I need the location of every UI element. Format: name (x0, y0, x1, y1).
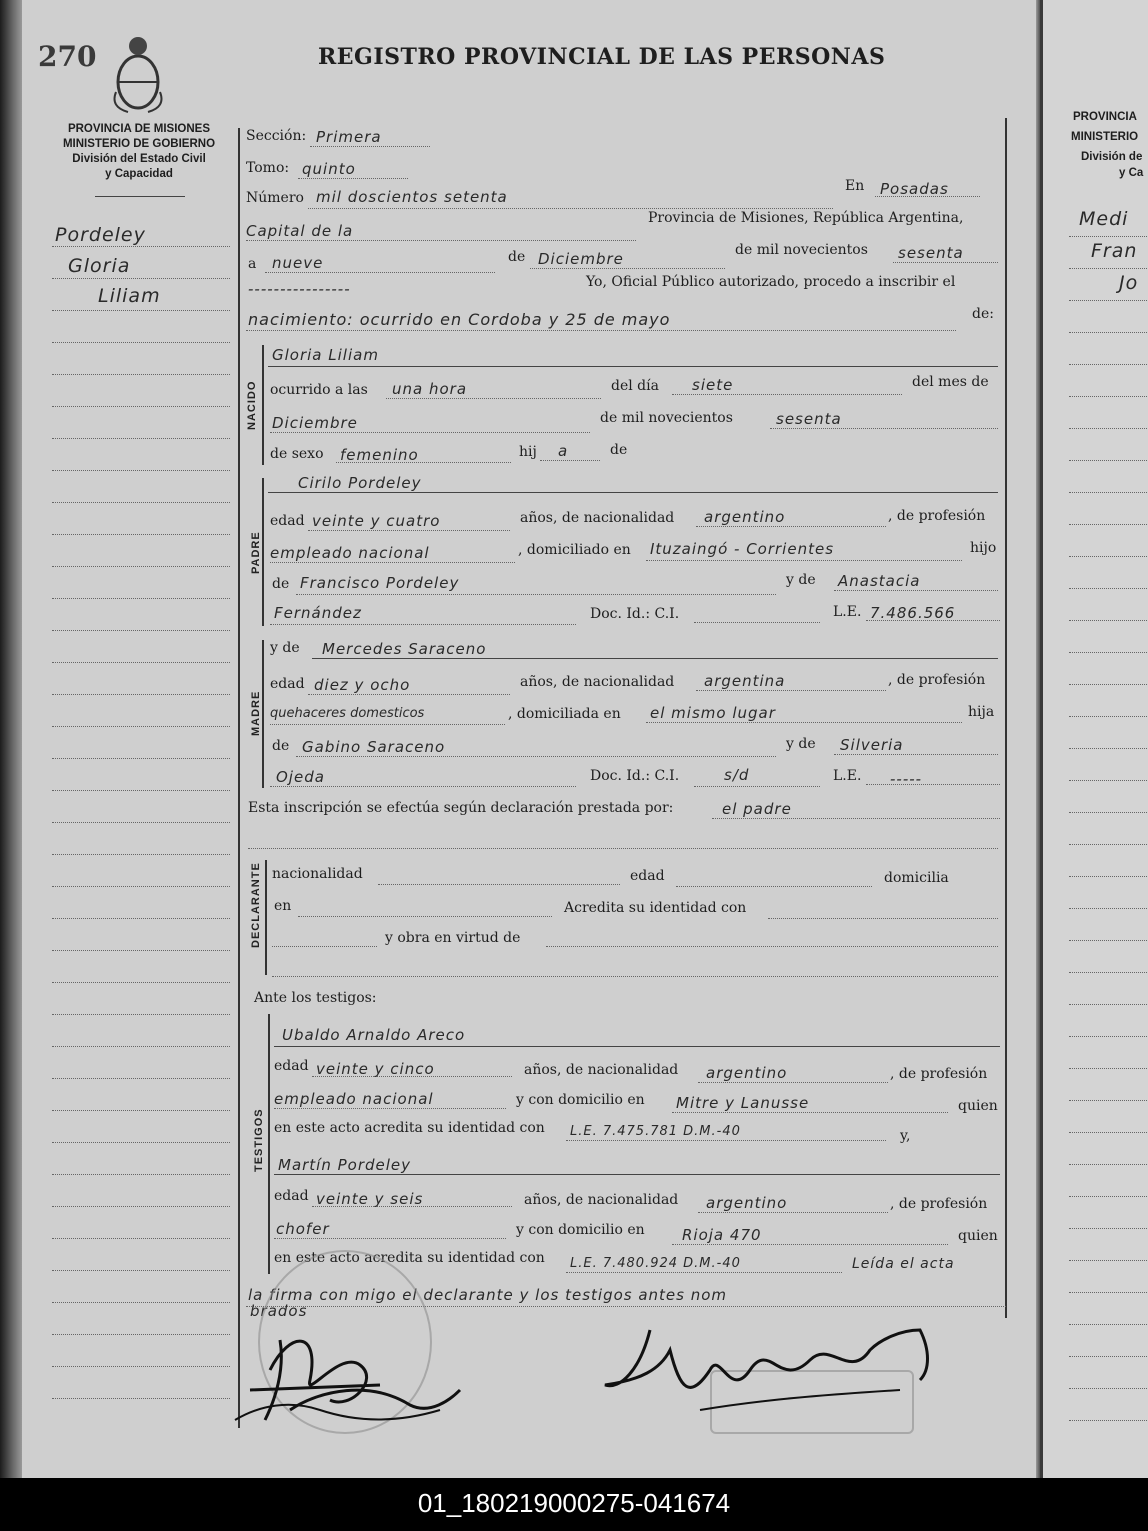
sexo-value: femenino (340, 446, 419, 464)
margin-rule (52, 438, 230, 439)
t2-prof-line (274, 1238, 506, 1239)
padre-prof-value: empleado nacional (270, 544, 430, 562)
margin-surname: Pordeley (55, 224, 146, 246)
del-mes-label: del mes de (912, 374, 989, 390)
leida-value: Leída el acta (852, 1256, 955, 1272)
t1-prof-value: empleado nacional (274, 1090, 434, 1108)
padre-doc-label: Doc. Id.: C.I. (590, 606, 680, 622)
margin-rule (52, 982, 230, 983)
rp-rule (1069, 1260, 1148, 1261)
capital-line (246, 240, 636, 241)
declarante-nac-line (378, 884, 620, 885)
nacido-anio-value: sesenta (776, 410, 842, 428)
de-colon: de: (972, 306, 994, 322)
oficial-text: Yo, Oficial Público autorizado, procedo a inscribir el (586, 274, 956, 290)
margin-rule (52, 342, 230, 343)
anio-line (893, 262, 998, 263)
padre-le-label: L.E. (833, 604, 862, 620)
t1-nac-line (698, 1082, 888, 1083)
margin-rule (52, 310, 230, 311)
mes-line (530, 268, 725, 269)
nacido-anio-line (770, 428, 998, 429)
madre-bracket (262, 640, 264, 788)
margin-rule (52, 1238, 230, 1239)
mes-value: Diciembre (538, 250, 624, 268)
t1-name: Ubaldo Arnaldo Areco (282, 1026, 466, 1044)
book-binding (0, 0, 22, 1478)
declaracion-line-2 (248, 848, 998, 849)
t1-dom-value: Mitre y Lanusse (676, 1094, 810, 1112)
t2-edad-label: edad (274, 1188, 309, 1204)
anio-text: de mil novecientos (735, 242, 868, 258)
padre-nac-value: argentino (704, 508, 786, 526)
rp-rule (1069, 236, 1148, 237)
t2-edad-value: veinte y seis (316, 1190, 424, 1208)
numero-value: mil doscientos setenta (316, 188, 508, 206)
madre-name: Mercedes Saraceno (322, 640, 487, 658)
margin-rule (52, 534, 230, 535)
abuela-materna-line (834, 754, 998, 755)
nacido-dia-value: siete (692, 376, 734, 394)
padre-yde-label: y de (786, 572, 816, 588)
declarante-acredita-line (768, 918, 998, 919)
footer-id: 01_180219000275-041674 (417, 1488, 731, 1518)
rp-rule (1069, 1292, 1148, 1293)
rp-rule (1069, 428, 1148, 429)
padre-le-value: 7.486.566 (870, 604, 956, 622)
hij-line (540, 460, 600, 461)
margin-rule (52, 598, 230, 599)
t1-quien-label: quien (958, 1098, 998, 1114)
rp-rule (1069, 1196, 1148, 1197)
abuela-paterna-value: Anastacia (838, 572, 921, 590)
abuelo-paterno-value: Francisco Pordeley (300, 574, 460, 592)
rp-rule (1069, 780, 1148, 781)
testigos-label: TESTIGOS (253, 1108, 265, 1172)
margin-rule (52, 1334, 230, 1335)
testigos-bracket (268, 1014, 270, 1274)
padre-bracket (262, 478, 264, 626)
nacido-label: NACIDO (246, 380, 258, 430)
padre-prof-line (270, 562, 515, 563)
margin-rule (52, 566, 230, 567)
rp-hw-3: Jo (1119, 272, 1139, 294)
margin-rule (52, 918, 230, 919)
nacido-name: Gloria Liliam (272, 346, 379, 364)
rp-rule (1069, 812, 1148, 813)
margin-rule (52, 1110, 230, 1111)
madre-label: MADRE (250, 690, 262, 736)
declarante-acredita-label: Acredita su identidad con (564, 900, 747, 916)
abuela-line (834, 590, 998, 591)
madre-le-label: L.E. (833, 768, 862, 784)
abuelo-materno-value: Gabino Saraceno (302, 738, 446, 756)
t1-dom-label: y con domicilio en (516, 1092, 645, 1108)
madre-ci-line (694, 786, 820, 787)
rp-rule (1069, 300, 1148, 301)
tomo-line (298, 178, 408, 179)
abuelo-line (296, 594, 776, 595)
madre-le-line (866, 784, 1000, 785)
t1-prof-label: , de profesión (890, 1066, 988, 1082)
padre-edad-label: edad (270, 513, 305, 529)
dash-value: ---------------- (248, 280, 351, 298)
inscripcion-line (246, 330, 956, 331)
margin-rule (52, 374, 230, 375)
dept-line-2: MINISTERIO DE GOBIERNO (62, 138, 216, 150)
t2-nac-value: argentino (706, 1194, 788, 1212)
en-label: En (845, 178, 865, 194)
nacido-name-line (268, 366, 998, 367)
rp-rule (1069, 1228, 1148, 1229)
t2-nac-line (698, 1212, 888, 1213)
rp-rule (1069, 1164, 1148, 1165)
ante-testigos-label: Ante los testigos: (254, 990, 377, 1006)
madre-dom-value: el mismo lugar (650, 704, 776, 722)
rp-rule (1069, 1100, 1148, 1101)
declaracion-text: Esta inscripción se efectúa según declaración prestada por: (248, 800, 674, 816)
rp-rule (1069, 332, 1148, 333)
t1-doc-value: L.E. 7.475.781 D.M.-40 (570, 1124, 741, 1139)
document-title: REGISTRO PROVINCIAL DE LAS PERSONAS (318, 44, 886, 70)
madre-prof-label: , de profesión (888, 672, 986, 688)
abuelo-materno-line (296, 756, 776, 757)
form-left-border (238, 128, 240, 1428)
rp-rule (1069, 748, 1148, 749)
margin-rule (52, 1398, 230, 1399)
rp-rule (1069, 940, 1148, 941)
rp-rule (1069, 1420, 1148, 1421)
madre-doc-label: Doc. Id.: C.I. (590, 768, 680, 784)
margin-rule (52, 854, 230, 855)
t2-quien-label: quien (958, 1228, 998, 1244)
adjacent-page (1040, 0, 1148, 1478)
margin-rule (52, 246, 230, 247)
t1-prof-line (274, 1108, 506, 1109)
t2-name-line (274, 1174, 1000, 1175)
del-dia-label: del día (611, 378, 659, 394)
margin-rule (52, 726, 230, 727)
margin-rule (52, 950, 230, 951)
rp-rule (1069, 460, 1148, 461)
declarante-label: DECLARANTE (250, 862, 262, 948)
padre-dom-label: , domiciliado en (518, 542, 631, 558)
hij-value: a (558, 442, 569, 460)
declarante-edad-line (676, 886, 872, 887)
declaracion-value: el padre (722, 800, 792, 818)
rp-line-1: PROVINCIA (1073, 111, 1137, 123)
margin-rule (52, 1078, 230, 1079)
t2-doc-line (566, 1272, 842, 1273)
dia-line (265, 272, 495, 273)
cierre-value-2: brados (250, 1302, 308, 1320)
abuela-materna2-line (270, 786, 576, 787)
hija-label: hija (968, 704, 995, 720)
abuela-paterna-value-2: Fernández (274, 604, 362, 622)
rp-rule (1069, 972, 1148, 973)
rp-rule (1069, 1004, 1148, 1005)
signature-left-icon (230, 1310, 490, 1440)
rp-rule (1069, 524, 1148, 525)
department-header (40, 122, 238, 182)
margin-rule (52, 1366, 230, 1367)
dept-line-1: PROVINCIA DE MISIONES (67, 123, 211, 135)
anio-value: sesenta (898, 244, 964, 262)
de-label: de (508, 249, 526, 265)
madre-edad-line (308, 694, 510, 695)
rp-rule (1069, 268, 1148, 269)
declarante-en-label: en (274, 898, 292, 914)
rp-rule (1069, 876, 1148, 877)
rp-rule (1069, 844, 1148, 845)
ocurrido-label: ocurrido a las (270, 382, 368, 398)
margin-rule (52, 1174, 230, 1175)
nacido-mes-line (270, 432, 590, 433)
rp-rule (1069, 620, 1148, 621)
t1-dom-line (672, 1112, 948, 1113)
page-number: 270 (38, 40, 97, 73)
tomo-label: Tomo: (246, 160, 290, 176)
margin-rule (52, 406, 230, 407)
padre-dom-value: Ituzaingó - Corrientes (650, 540, 835, 558)
madre-prof-value: quehaceres domesticos (270, 706, 425, 721)
t2-nac-label: años, de nacionalidad (524, 1192, 679, 1208)
hij-label: hij (519, 444, 537, 460)
rp-rule (1069, 1324, 1148, 1325)
padre-ci-line (694, 622, 820, 623)
rp-rule (1069, 1036, 1148, 1037)
declarante-bracket (265, 860, 267, 975)
padre-name: Cirilo Pordeley (298, 474, 422, 492)
seccion-value: Primera (316, 128, 382, 146)
t1-edad-value: veinte y cinco (316, 1060, 435, 1078)
madre-name-line (312, 658, 998, 659)
madre-edad-label: edad (270, 676, 305, 692)
madre-yde-label: y de (270, 640, 300, 656)
margin-rule (52, 822, 230, 823)
declarante-en-line (298, 916, 552, 917)
rp-hw-2: Fran (1091, 240, 1138, 262)
rp-rule (1069, 1356, 1148, 1357)
dia-value: nueve (272, 254, 324, 272)
rp-rule (1069, 396, 1148, 397)
hora-line (386, 398, 601, 399)
signature-right-icon (600, 1310, 940, 1420)
madre-ci-value: s/d (724, 766, 750, 784)
cierre-value: la firma con migo el declarante y los testigos antes nom (248, 1286, 728, 1304)
padre-dom-line (646, 560, 962, 561)
numero-label: Número (246, 190, 304, 206)
padre-name-line (268, 492, 998, 493)
t2-acredita-label: en este acto acredita su identidad con (274, 1250, 545, 1266)
padre-label: PADRE (250, 531, 262, 574)
rp-rule (1069, 588, 1148, 589)
t2-dom-label: y con domicilio en (516, 1222, 645, 1238)
hij-de-label: de (610, 442, 628, 458)
declarante-obra-line-b (546, 946, 998, 947)
margin-rule (52, 502, 230, 503)
rp-rule (1069, 1068, 1148, 1069)
dept-line-3: División del Estado Civil (72, 153, 206, 165)
rp-line-4: y Ca (1119, 167, 1144, 179)
provincia-text: Provincia de Misiones, República Argentina, (648, 210, 964, 226)
t2-dom-line (672, 1244, 948, 1245)
tomo-value: quinto (302, 160, 356, 178)
t2-name: Martín Pordeley (278, 1156, 412, 1174)
t1-acredita-label: en este acto acredita su identidad con (274, 1120, 545, 1136)
sexo-label: de sexo (270, 446, 324, 462)
madre-nac-label: años, de nacionalidad (520, 674, 675, 690)
t2-dom-value: Rioja 470 (682, 1226, 762, 1244)
madre-prof-line (270, 724, 505, 725)
inscripcion-value: nacimiento: ocurrido en Cordoba y 25 de mayo (248, 310, 671, 329)
margin-name-2: Liliam (98, 285, 161, 307)
madre-nac-value: argentina (704, 672, 786, 690)
padre-edad-value: veinte y cuatro (312, 512, 441, 530)
margin-rule (52, 1142, 230, 1143)
margin-rule (52, 886, 230, 887)
margin-rule (52, 1302, 230, 1303)
margin-rule (52, 1014, 230, 1015)
header-rule (95, 196, 185, 197)
t2-prof-label: , de profesión (890, 1196, 988, 1212)
rp-rule (1069, 364, 1148, 365)
t1-doc-line (566, 1140, 886, 1141)
abuela2-line (270, 624, 576, 625)
footer-bar (0, 1478, 1148, 1531)
margin-rule (52, 1270, 230, 1271)
a-label: a (248, 256, 257, 272)
hora-value: una hora (392, 380, 468, 398)
padre-edad-line (308, 530, 510, 531)
dept-line-4: y Capacidad (105, 168, 173, 180)
rp-hw-1: Medi (1079, 208, 1129, 230)
t2-prof-value: chofer (276, 1220, 330, 1238)
margin-rule (52, 790, 230, 791)
seccion-line (310, 146, 430, 147)
t2-doc-value: L.E. 7.480.924 D.M.-40 (570, 1256, 741, 1271)
rp-rule (1069, 908, 1148, 909)
madre-edad-value: diez y ocho (314, 676, 411, 694)
madre-le-value: ----- (890, 770, 923, 788)
declarante-domicilia-label: domicilia (884, 870, 949, 886)
seccion-label: Sección: (246, 128, 307, 144)
madre-nac-line (696, 690, 886, 691)
madre-dom-label: , domiciliada en (508, 706, 621, 722)
abuela-materna-value-2: Ojeda (276, 768, 325, 786)
declarante-obra-label: y obra en virtud de (385, 930, 521, 946)
madre-de-label: de (272, 738, 290, 754)
hijo-label: hijo (970, 540, 997, 556)
t1-nac-label: años, de nacionalidad (524, 1062, 679, 1078)
form-right-border (1005, 118, 1007, 1318)
rp-rule (1069, 716, 1148, 717)
abuela-materna-value: Silveria (840, 736, 904, 754)
numero-line (308, 208, 833, 209)
mil-label: de mil novecientos (600, 410, 733, 426)
t1-edad-label: edad (274, 1058, 309, 1074)
declarante-line-extra (272, 976, 998, 977)
madre-dom-line (646, 722, 962, 723)
declarante-edad-label: edad (630, 868, 665, 884)
padre-nac-line (696, 526, 886, 527)
padre-prof-label: , de profesión (888, 508, 986, 524)
margin-rule (52, 1206, 230, 1207)
rp-rule (1069, 652, 1148, 653)
capital-value: Capital de la (246, 222, 354, 240)
padre-de-label: de (272, 576, 290, 592)
declaracion-line (712, 818, 1000, 819)
en-value: Posadas (880, 180, 949, 198)
margin-rule (52, 662, 230, 663)
rp-line-3: División de (1081, 151, 1143, 163)
madre-yde2-label: y de (786, 736, 816, 752)
t1-nac-value: argentino (706, 1064, 788, 1082)
margin-rule (52, 1046, 230, 1047)
rp-line-2: MINISTERIO (1071, 131, 1139, 143)
margin-rule (52, 694, 230, 695)
rp-rule (1069, 1132, 1148, 1133)
margin-rule (52, 278, 230, 279)
padre-nac-label: años, de nacionalidad (520, 510, 675, 526)
rp-rule (1069, 684, 1148, 685)
rp-rule (1069, 1388, 1148, 1389)
rp-rule (1069, 556, 1148, 557)
t1-y-label: y, (900, 1128, 911, 1144)
declarante-obra-line-a (272, 946, 377, 947)
margin-name-1: Gloria (68, 255, 131, 277)
nacido-dia-line (672, 394, 902, 395)
margin-rule (52, 630, 230, 631)
margin-rule (52, 470, 230, 471)
t1-name-line (274, 1046, 1000, 1047)
declarante-nac-label: nacionalidad (272, 866, 363, 882)
coat-of-arms-icon (108, 32, 168, 114)
margin-rule (52, 758, 230, 759)
rp-rule (1069, 492, 1148, 493)
nacido-mes-value: Diciembre (272, 414, 358, 432)
nacido-bracket (262, 345, 264, 465)
